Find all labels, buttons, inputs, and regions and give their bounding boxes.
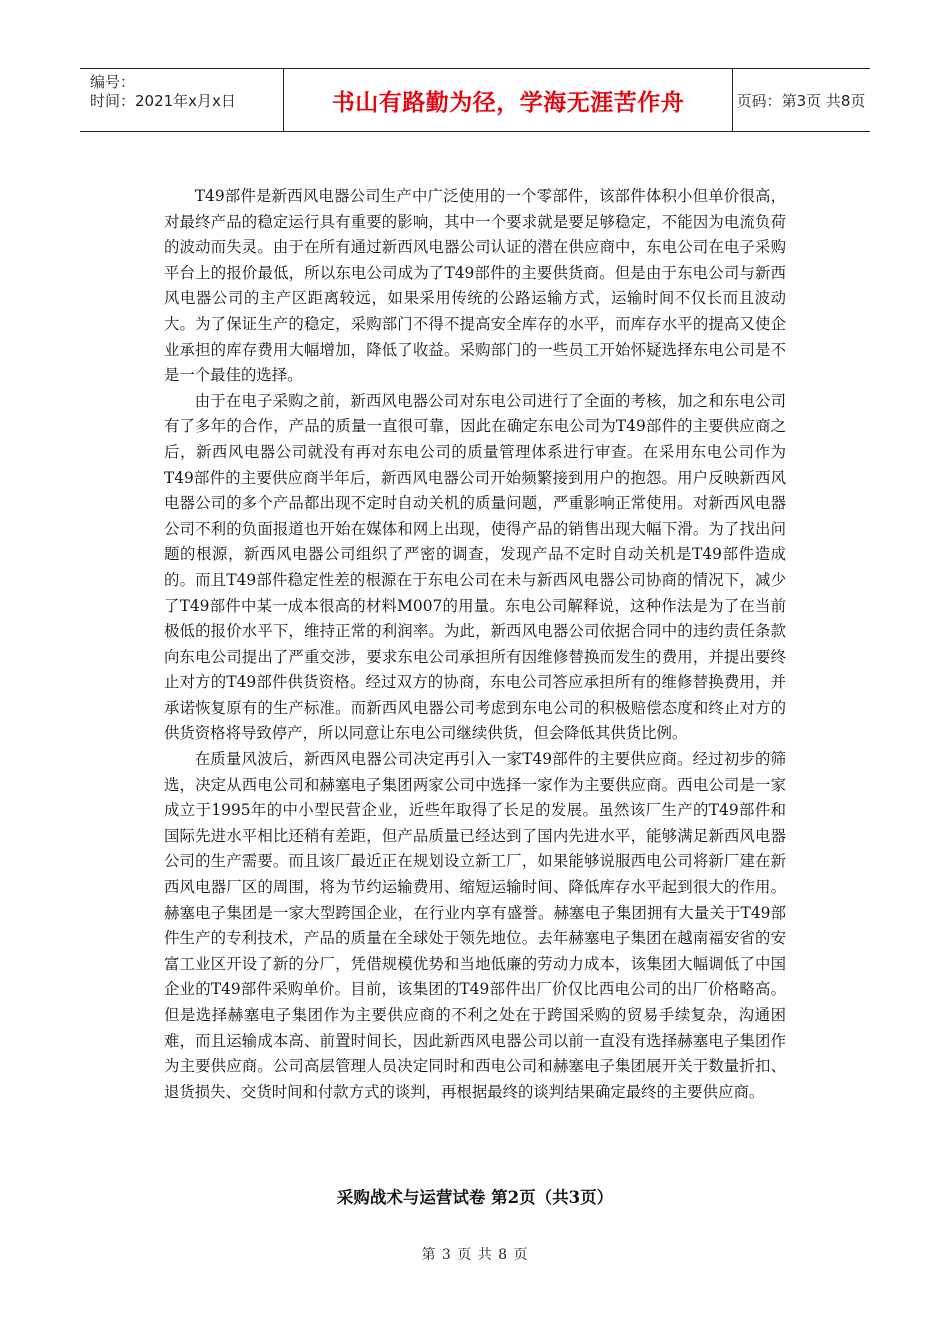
paragraph-1: T49部件是新西风电器公司生产中广泛使用的一个零部件，该部件体积小但单价很高，对最终产品的稳定运行具有重要的影响，其中一个要求就是要足够稳定，不能因为电流负荷的波动而失灵。由于在所有通过新西风电器公司认证的潜在供应商中，东电公司在电子采购平台上的报价最低，所以东电公司成为了T49部件的主要供货商。但是由于东电公司与新西风电器公司的主产区距离较远，如果采用传统的公路运输方式，运输时间不仅长而且波动大。为了保证生产的稳定，采购部门不得不提高安全库存的水平，而库存水平的提高又使企业承担的库存费用大幅增加，降低了收益。采购部门的一些员工开始怀疑选择东电公司是不是一个最佳的选择。 (164, 187, 786, 385)
serial-number-label: 编号： (90, 73, 136, 91)
document-page-number: 第 3 页 共 8 页 (421, 1247, 529, 1263)
header-motto (284, 69, 733, 131)
exam-page-footer: 采购战术与运营试卷 第2页（共3页） (336, 1188, 614, 1207)
header-page-info (732, 69, 870, 131)
paragraph-3: 在质量风波后，新西风电器公司决定再引入一家T49部件的主要供应商。经过初步的筛选，决定从西电公司和赫塞电子集团两家公司中选择一家作为主要供应商。西电公司是一家成立于1995年的中小型民营企业，近些年取得了长足的发展。虽然该厂生产的T49部件和国际先进水平相比还稍有差距，但产品质量已经达到了国内先进水平，能够满足新西风电器公司的生产需要。而且该厂最近正在规划设立新工厂，如果能够说服西电公司将新厂建在新西风电器厂区的周围，将为节约运输费用、缩短运输时间、降低库存水平起到很大的作用。赫塞电子集团是一家大型跨国企业，在行业内享有盛誉。赫塞电子集团拥有大量关于T49部件生产的专利技术，产品的质量在全球处于领先地位。去年赫塞电子集团在越南福安省的安富工业区开设了新的分厂，凭借规模优势和当地低廉的劳动力成本，该集团大幅调低了中国企业的T49部件采购单价。目前，该集团的T49部件出厂价仅比西电公司的出厂价格略高。但是选择赫塞电子集团作为主要供应商的不利之处在于跨国采购的贸易手续复杂，沟通困难，而且运输成本高、前置时间长，因此新西风电器公司以前一直没有选择赫塞电子集团作为主要供应商。公司高层管理人员决定同时和西电公司和赫塞电子集团展开关于数量折扣、退货损失、交货时间和付款方式的谈判，再根据最终的谈判结果确定最终的主要供应商。 (164, 750, 786, 1101)
header-meta (80, 69, 284, 131)
motto-text: 书山有路勤为径，学海无涯苦作舟 (331, 89, 685, 116)
date-label: 时间：2021年x月x日 (90, 92, 236, 110)
page-info-text: 页码：第3页 共8页 (736, 91, 866, 110)
document-header (80, 68, 870, 132)
paragraph-2: 由于在电子采购之前，新西风电器公司对东电公司进行了全面的考核，加之和东电公司有了多年的合作，产品的质量一直很可靠，因此在确定东电公司为T49部件的主要供应商之后，新西风电器公司就没有再对东电公司的质量管理体系进行审查。在采用东电公司作为T49部件的主要供应商半年后，新西风电器公司开始频繁接到用户的抱怨。用户反映新西风电器公司的多个产品都出现不定时自动关机的质量问题，严重影响正常使用。对新西风电器公司不利的负面报道也开始在媒体和网上出现，使得产品的销售出现大幅下滑。为了找出问题的根源，新西风电器公司组织了严密的调查，发现产品不定时自动关机是T49部件造成的。而且T49部件稳定性差的根源在于东电公司在未与新西风电器公司协商的情况下，减少了T49部件中某一成本很高的材料M007的用量。东电公司解释说，这种作法是为了在当前极低的报价水平下，维持正常的利润率。为此，新西风电器公司依据合同中的违约责任条款向东电公司提出了严重交涉，要求东电公司承担所有因维修替换而发生的费用，并提出要终止对方的T49部件供货资格。经过双方的协商，东电公司答应承担所有的维修替换费用，并承诺恢复原有的生产标准。而新西风电器公司考虑到东电公司的积极赔偿态度和终止对方的供货资格将导致停产，所以同意让东电公司继续供货，但会降低其供货比例。 (164, 391, 786, 743)
case-study-text (164, 184, 786, 1105)
